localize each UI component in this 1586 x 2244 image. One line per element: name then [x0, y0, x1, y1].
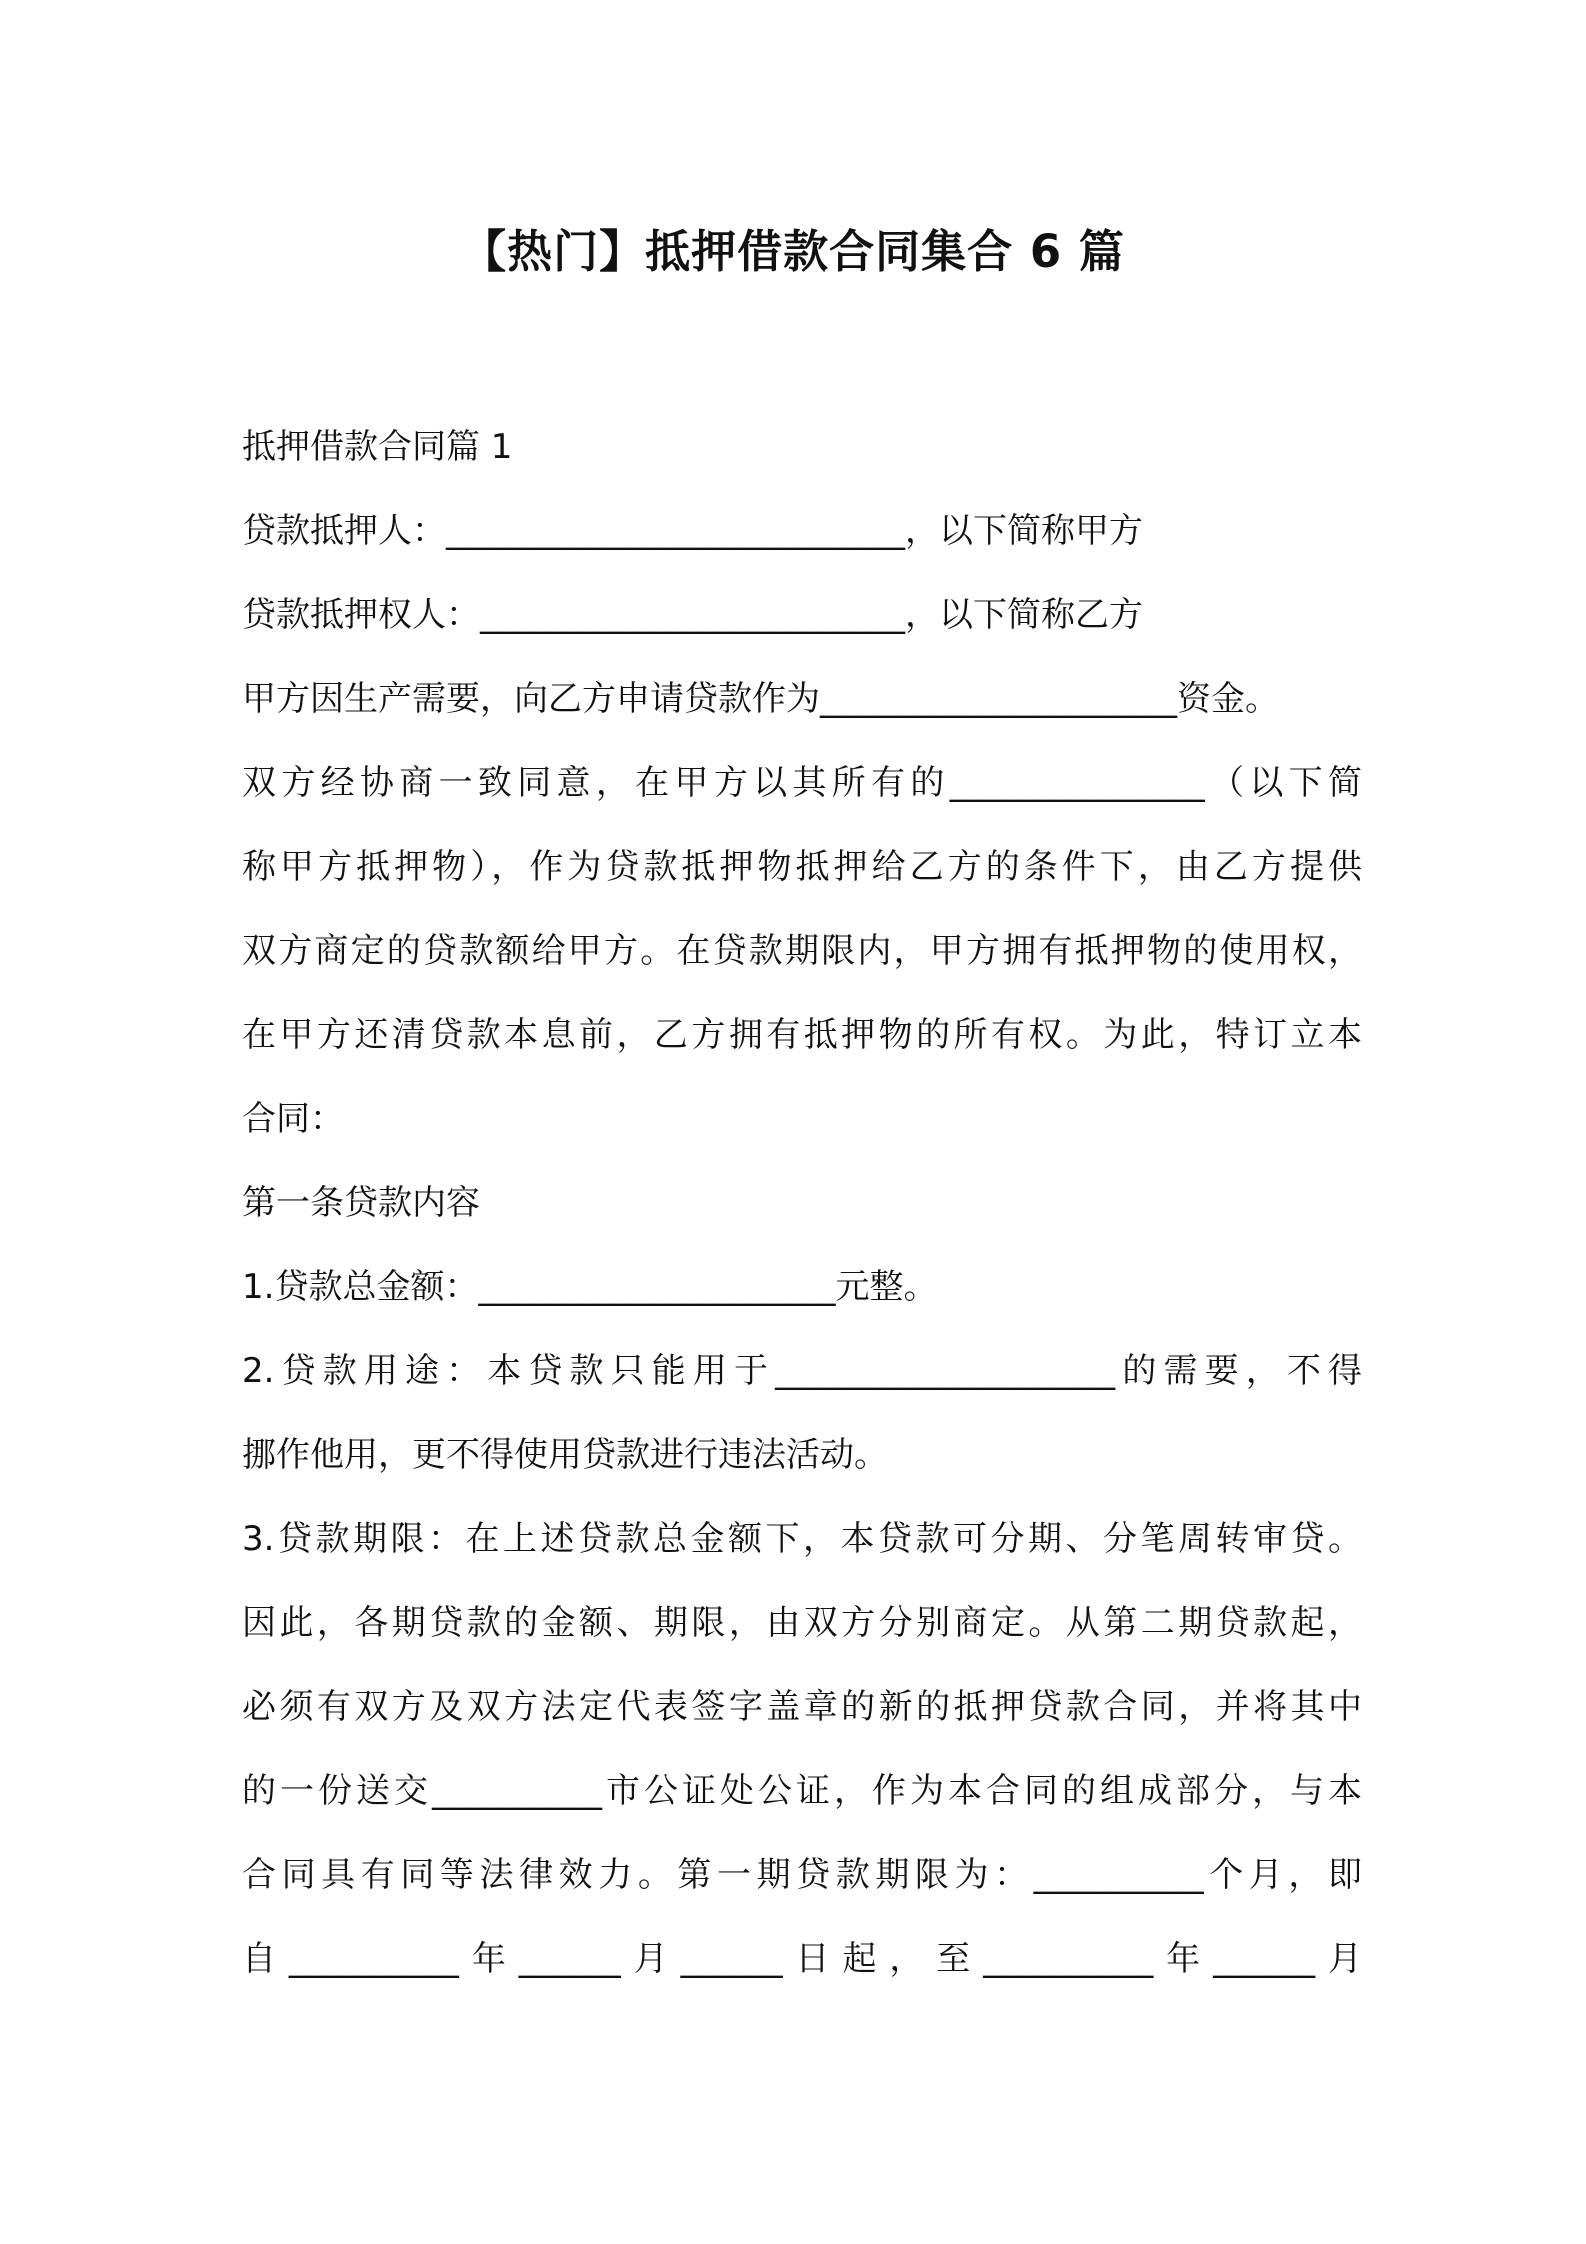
body-line: 在甲方还清贷款本息前，乙方拥有抵押物的所有权。为此，特订立本 [242, 1015, 1362, 1055]
body-line: 双方经协商一致同意，在甲方以其所有的_______________（以下简 [242, 763, 1362, 803]
body-line: 甲方因生产需要，向乙方申请贷款作为_____________________资金。 [242, 679, 1279, 719]
body-line: 合同： [242, 1099, 344, 1139]
document-title: 【热门】抵押借款合同集合 6 篇 [461, 225, 1125, 278]
article-heading: 第一条贷款内容 [242, 1183, 480, 1223]
document-body [242, 405, 1362, 2001]
body-line: 双方商定的贷款额给甲方。在贷款期限内，甲方拥有抵押物的使用权， [242, 931, 1362, 971]
body-line: 自__________年______月______日起，至__________年______月 [242, 1939, 1362, 1979]
body-line: 3.贷款期限：在上述贷款总金额下，本贷款可分期、分笔周转审贷。 [242, 1519, 1362, 1559]
body-line: 合同具有同等法律效力。第一期贷款期限为：__________个月，即 [242, 1855, 1362, 1895]
body-line: 2.贷款用途：本贷款只能用于____________________的需要，不得 [242, 1351, 1362, 1391]
section-heading: 抵押借款合同篇 1 [242, 427, 513, 467]
body-line: 贷款抵押权人：_________________________，以下简称乙方 [242, 595, 1143, 635]
body-line: 贷款抵押人：___________________________，以下简称甲方 [242, 511, 1143, 551]
body-line: 的一份送交__________市公证处公证，作为本合同的组成部分，与本 [242, 1771, 1362, 1811]
body-line: 因此，各期贷款的金额、期限，由双方分别商定。从第二期贷款起， [242, 1603, 1362, 1643]
body-line: 必须有双方及双方法定代表签字盖章的新的抵押贷款合同，并将其中 [242, 1687, 1362, 1727]
body-line: 挪作他用，更不得使用贷款进行违法活动。 [242, 1435, 888, 1475]
body-line: 称甲方抵押物），作为贷款抵押物抵押给乙方的条件下，由乙方提供 [242, 847, 1362, 887]
body-line: 1.贷款总金额：_____________________元整。 [242, 1267, 938, 1307]
